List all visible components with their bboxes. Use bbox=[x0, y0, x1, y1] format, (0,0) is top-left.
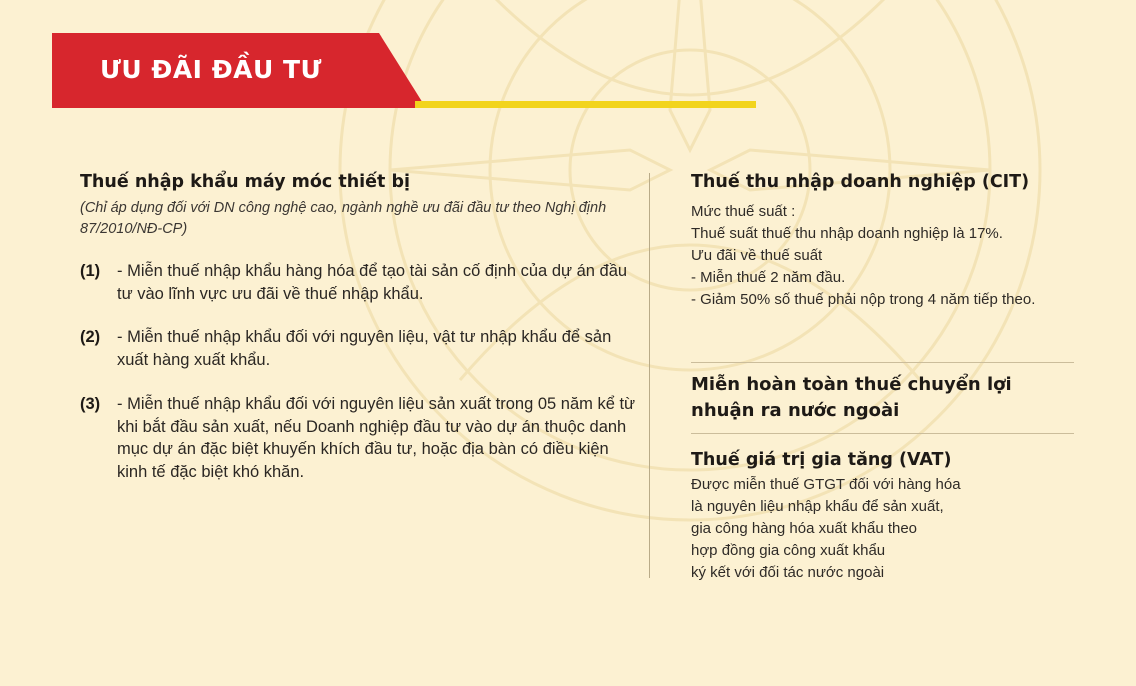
section-banner bbox=[52, 33, 432, 108]
accent-underline bbox=[415, 101, 756, 108]
cit-body bbox=[691, 201, 1081, 311]
list-item bbox=[80, 326, 640, 371]
vat-line: ký kết với đối tác nước ngoài bbox=[691, 564, 885, 581]
cit-rate-label: Mức thuế suất : bbox=[691, 203, 796, 220]
vat-line: gia công hàng hóa xuất khẩu theo bbox=[691, 520, 918, 537]
profit-transfer-heading: Miễn hoàn toàn thuế chuyển lợi nhuận ra nước ngoài bbox=[691, 374, 1012, 421]
vat-line: Được miễn thuế GTGT đối với hàng hóa bbox=[691, 476, 961, 493]
section-divider bbox=[691, 362, 1074, 363]
cit-rate-text: Thuế suất thuế thu nhập doanh nghiệp là 17%. bbox=[691, 225, 1003, 242]
item-number: (2) bbox=[80, 328, 101, 346]
import-tax-section bbox=[80, 172, 640, 483]
section-divider bbox=[691, 433, 1074, 434]
vat-body bbox=[691, 474, 1081, 584]
cit-incentive-item: - Giảm 50% số thuế phải nộp trong 4 năm tiếp theo. bbox=[691, 291, 1036, 308]
vat-section bbox=[691, 450, 1081, 584]
item-text: - Miễn thuế nhập khẩu hàng hóa để tạo tài sản cố định của dự án đầu tư vào lĩnh vực ưu đãi về thuế nhập khẩu. bbox=[117, 262, 628, 303]
cit-incentive-item: - Miễn thuế 2 năm đầu. bbox=[691, 269, 846, 286]
cit-incentive-label: Ưu đãi về thuế suất bbox=[691, 247, 823, 264]
vat-line: là nguyên liệu nhập khẩu để sản xuất, bbox=[691, 498, 944, 515]
vat-line: hợp đồng gia công xuất khẩu bbox=[691, 542, 886, 559]
import-tax-note: (Chỉ áp dụng đối với DN công nghệ cao, ngành nghề ưu đãi đầu tư theo Nghị định 87/2010/NĐ-CP) bbox=[80, 200, 607, 237]
import-tax-heading: Thuế nhập khẩu máy móc thiết bị bbox=[80, 172, 411, 192]
list-item bbox=[80, 260, 640, 305]
item-number: (1) bbox=[80, 262, 101, 280]
item-text: - Miễn thuế nhập khẩu đối với nguyên liệu sản xuất trong 05 năm kể từ khi bắt đầu sản xuất, nếu Doanh nghiệp đầu tư vào dự án thuộc danh mục dự án đặc biệt khuyến khích đầu tư, hoặc địa bàn có điều kiện kinh tế đặc biệt khó khăn. bbox=[117, 395, 636, 481]
cit-section bbox=[691, 172, 1081, 311]
vat-heading: Thuế giá trị gia tăng (VAT) bbox=[691, 450, 952, 470]
column-divider bbox=[649, 173, 650, 578]
item-text: - Miễn thuế nhập khẩu đối với nguyên liệu, vật tư nhập khẩu để sản xuất hàng xuất khẩu. bbox=[117, 328, 612, 369]
list-item bbox=[80, 393, 640, 483]
page-title: ƯU ĐÃI ĐẦU TƯ bbox=[100, 55, 322, 84]
profit-transfer-section bbox=[691, 372, 1081, 424]
cit-heading: Thuế thu nhập doanh nghiệp (CIT) bbox=[691, 172, 1030, 192]
item-number: (3) bbox=[80, 395, 101, 413]
